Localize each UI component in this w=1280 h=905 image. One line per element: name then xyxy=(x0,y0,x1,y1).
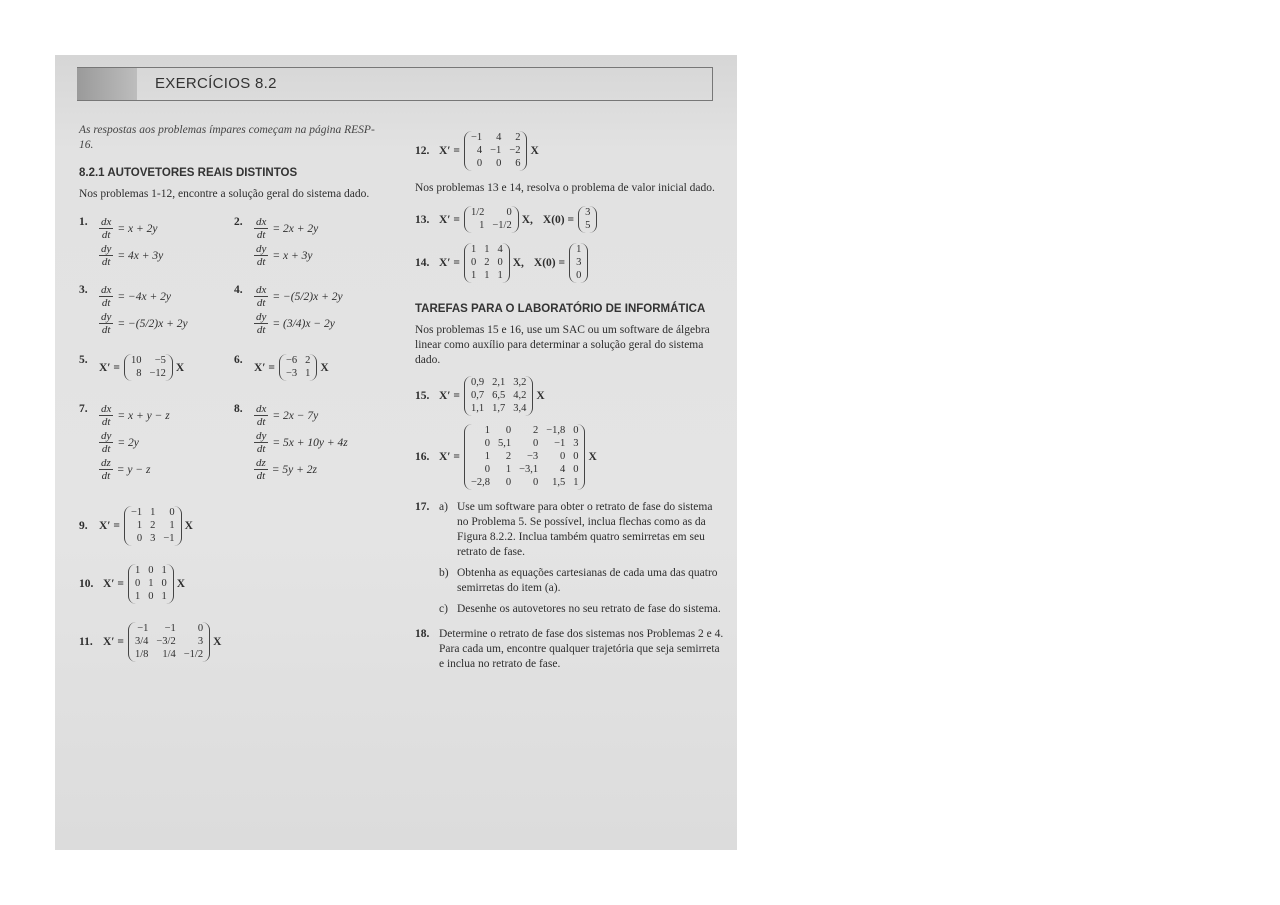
problem-8 xyxy=(234,403,389,482)
frac-den: dt xyxy=(256,297,266,309)
problem-row xyxy=(79,622,389,662)
derivative-fraction xyxy=(99,457,113,482)
matrix-entry: 0 xyxy=(532,477,539,488)
derivative-label: X′ = xyxy=(103,636,124,648)
matrix-entry: 4 xyxy=(496,132,502,143)
frac-num: dy xyxy=(256,243,267,255)
matrix-entry: 2 xyxy=(532,425,539,436)
problem-17 xyxy=(415,500,725,617)
problem-number: 18. xyxy=(415,628,430,640)
matrix-entry: 0 xyxy=(161,578,167,589)
matrix-entry: 1,1 xyxy=(470,403,485,414)
matrix-entry: 2 xyxy=(305,355,311,366)
matrix-entry: 1 xyxy=(161,565,167,576)
matrix-entry: 0 xyxy=(136,533,143,544)
equation-rhs: = 5x + 10y + 4z xyxy=(272,436,348,449)
frac-den: dt xyxy=(256,443,266,455)
header-tab-decoration xyxy=(77,68,137,100)
equation xyxy=(254,430,348,455)
matrix-entry: 1 xyxy=(497,270,503,281)
equation xyxy=(99,430,170,455)
equation-system xyxy=(254,403,348,482)
equation-rhs: = −(5/2)x + 2y xyxy=(117,317,188,330)
problem-row xyxy=(79,284,389,336)
initial-condition-label: X(0) = xyxy=(542,213,575,226)
matrix-entry: −1,8 xyxy=(546,425,566,436)
equation-rhs: = x + 3y xyxy=(272,249,313,262)
frac-den: dt xyxy=(101,256,111,268)
equation-rhs: = 5y + 2z xyxy=(271,463,318,476)
problem-number: 15. xyxy=(415,390,430,402)
answers-note: As respostas aos problemas ímpares começam na página RESP-16. xyxy=(79,124,375,151)
matrix-entry: −2 xyxy=(509,145,521,156)
coefficient-matrix xyxy=(464,206,519,233)
matrix-entry: 3,4 xyxy=(513,403,527,414)
frac-num: dy xyxy=(256,311,267,323)
matrix-entry: 0 xyxy=(505,425,512,436)
derivative-label: X′ = xyxy=(254,361,275,374)
initial-condition-vector xyxy=(578,206,597,233)
section-heading: TAREFAS PARA O LABORATÓRIO DE INFORMÁTICA xyxy=(415,303,706,315)
matrix-entry: −5 xyxy=(154,355,166,366)
matrix-entry: 0 xyxy=(134,578,141,589)
equation-rhs: = −4x + 2y xyxy=(117,290,172,303)
matrix-entry: 0 xyxy=(148,565,154,576)
matrix-entry: 4 xyxy=(476,145,483,156)
problem-text: Determine o retrato de fase dos sistemas nos Problemas 2 e 4. Para cada um, encontre qualquer trajetória que seja semirreta e inclua no retrato de fase. xyxy=(439,628,724,670)
matrix-entry: 2 xyxy=(505,451,512,462)
frac-den: dt xyxy=(256,324,266,336)
matrix-entry: −1 xyxy=(137,623,149,634)
matrix-entry: 0 xyxy=(497,257,503,268)
matrix-entry: 1 xyxy=(161,591,167,602)
matrix-entry: 4 xyxy=(559,464,566,475)
vector-x: X xyxy=(588,451,597,463)
matrix-entry: −1/2 xyxy=(183,649,204,660)
matrix-entry: 0,9 xyxy=(470,377,485,388)
initial-condition-label: X(0) = xyxy=(533,257,566,269)
sub-item-label: b) xyxy=(439,567,449,579)
matrix-entry: 1 xyxy=(305,368,311,379)
problem-number: 3. xyxy=(79,284,88,296)
frac-num: dy xyxy=(256,430,267,442)
matrix-entry: 0 xyxy=(576,270,582,281)
coefficient-matrix xyxy=(128,622,210,662)
matrix-entry: 1 xyxy=(134,591,141,602)
matrix-entry: 1 xyxy=(470,270,477,281)
matrix-entry: −6 xyxy=(285,355,298,366)
problem-7 xyxy=(79,403,234,482)
derivative-label: X′ = xyxy=(439,390,460,402)
frac-den: dt xyxy=(256,229,266,241)
sub-item-b xyxy=(439,566,725,596)
problem-3 xyxy=(79,284,234,336)
equation-rhs: = 2x + 2y xyxy=(272,222,319,235)
matrix-entry: 1 xyxy=(150,507,156,518)
equation-rhs: = x + y − z xyxy=(117,409,170,422)
problem-13 xyxy=(415,206,725,233)
matrix-entry: 3,2 xyxy=(513,377,527,388)
coefficient-matrix xyxy=(464,243,510,283)
frac-den: dt xyxy=(101,297,111,309)
matrix-entry: 1,7 xyxy=(492,403,506,414)
problem-number: 6. xyxy=(234,354,243,366)
problem-row xyxy=(79,354,389,381)
matrix-entry: −1 xyxy=(490,145,502,156)
problem-11 xyxy=(79,622,389,662)
frac-num: dy xyxy=(101,243,112,255)
matrix-entry: 0 xyxy=(470,257,477,268)
matrix-entry: 10 xyxy=(130,355,142,366)
problem-9 xyxy=(79,506,389,546)
matrix-entry: 1/8 xyxy=(134,649,149,660)
matrix-entry: −1 xyxy=(163,533,175,544)
problem-number: 8. xyxy=(234,403,243,415)
matrix-entry: 0 xyxy=(532,438,539,449)
frac-num: dx xyxy=(256,216,267,228)
equation xyxy=(99,457,170,482)
problem-number: 17. xyxy=(415,501,430,513)
matrix-entry: 2 xyxy=(484,257,490,268)
exercise-title: EXERCÍCIOS 8.2 xyxy=(155,75,277,92)
problem-5 xyxy=(79,354,234,381)
derivative-label: X′ = xyxy=(439,451,460,463)
problem-number: 5. xyxy=(79,354,88,366)
matrix-entry: 1 xyxy=(136,520,143,531)
equation-rhs: = (3/4)x − 2y xyxy=(272,317,335,330)
matrix-entry: 1 xyxy=(148,578,154,589)
coefficient-matrix xyxy=(464,424,586,490)
matrix-entry: 1 xyxy=(484,244,490,255)
derivative-label: X′ = xyxy=(439,213,460,226)
problem-number: 4. xyxy=(234,284,243,296)
vector-x: X xyxy=(536,390,545,402)
sub-item-a xyxy=(439,500,725,560)
sub-item-text: Obtenha as equações cartesianas de cada uma das quatro semirretas do item (a). xyxy=(457,567,718,594)
problem-number: 9. xyxy=(79,520,88,532)
derivative-label: X′ = xyxy=(103,578,124,590)
problem-1 xyxy=(79,216,234,268)
frac-num: dy xyxy=(101,430,112,442)
frac-den: dt xyxy=(101,443,111,455)
coefficient-matrix xyxy=(464,376,533,416)
problem-6 xyxy=(234,354,389,381)
problem-number: 2. xyxy=(234,216,243,228)
derivative-fraction xyxy=(99,403,113,428)
derivative-label: X′ = xyxy=(439,145,460,157)
matrix-entry: −1 xyxy=(164,623,176,634)
equation xyxy=(254,403,348,428)
matrix-entry: 1/2 xyxy=(470,207,485,218)
problem-row xyxy=(79,564,389,604)
matrix-entry: 0 xyxy=(484,438,491,449)
equation-system xyxy=(99,403,170,482)
matrix-entry: 1 xyxy=(484,451,491,462)
coefficient-matrix xyxy=(464,131,528,171)
equation-rhs: = y − z xyxy=(116,463,151,476)
vector-x: X xyxy=(176,578,186,590)
matrix-entry: 1/4 xyxy=(162,649,176,660)
matrix-entry: 0 xyxy=(197,623,204,634)
vector-x: X xyxy=(175,361,185,374)
matrix-entry: 0 xyxy=(169,507,175,518)
matrix-entry: −1 xyxy=(130,507,143,518)
matrix-entry: 0 xyxy=(148,591,154,602)
matrix-entry: 1 xyxy=(576,244,582,255)
matrix-entry: 0 xyxy=(484,464,491,475)
matrix-entry: 0 xyxy=(476,158,483,169)
matrix-entry: 4 xyxy=(497,244,503,255)
vector-x: X, xyxy=(521,213,533,226)
matrix-entry: 1 xyxy=(505,464,512,475)
section-heading: 8.2.1 AUTOVETORES REAIS DISTINTOS xyxy=(79,167,298,179)
matrix-entry: 3 xyxy=(573,438,579,449)
frac-num: dz xyxy=(256,457,266,469)
matrix-entry: 1 xyxy=(484,270,490,281)
vector-x: X, xyxy=(512,257,524,269)
matrix-entry: 1,5 xyxy=(552,477,566,488)
problem-number: 14. xyxy=(415,257,430,269)
matrix-entry: 0 xyxy=(505,477,512,488)
matrix-entry: 5,1 xyxy=(498,438,512,449)
matrix-entry: 1 xyxy=(484,425,491,436)
frac-num: dx xyxy=(256,403,267,415)
frac-num: dx xyxy=(101,216,112,228)
section-instructions: Nos problemas 15 e 16, use um SAC ou um software de álgebra linear como auxílio para determinar a solução geral do sistema dado. xyxy=(415,324,710,366)
problem-number: 10. xyxy=(79,578,94,590)
problem-number: 12. xyxy=(415,145,430,157)
vector-x: X xyxy=(213,636,222,648)
problem-number: 16. xyxy=(415,451,430,463)
frac-den: dt xyxy=(256,416,266,428)
equation-rhs: = x + 2y xyxy=(117,222,158,235)
derivative-fraction xyxy=(254,457,268,482)
section-instructions: Nos problemas 1-12, encontre a solução geral do sistema dado. xyxy=(79,188,370,200)
textbook-page xyxy=(55,55,737,850)
coefficient-matrix xyxy=(124,354,173,381)
derivative-fraction xyxy=(254,430,268,455)
matrix-entry: 6,5 xyxy=(492,390,506,401)
matrix-entry: 0 xyxy=(573,425,579,436)
matrix-entry: −1/2 xyxy=(492,220,512,231)
equation-rhs: = 2x − 7y xyxy=(272,409,319,422)
equation-rhs: = −(5/2)x + 2y xyxy=(272,290,343,303)
matrix-entry: 8 xyxy=(136,368,142,379)
coefficient-matrix xyxy=(124,506,182,546)
frac-num: dx xyxy=(101,284,112,296)
matrix-entry: 1 xyxy=(573,477,579,488)
problem-row xyxy=(79,506,389,546)
problem-15 xyxy=(415,376,725,416)
problem-2 xyxy=(234,216,389,268)
matrix-entry: 4,2 xyxy=(513,390,527,401)
exercise-header xyxy=(77,67,713,101)
frac-den: dt xyxy=(101,229,111,241)
matrix-entry: 5 xyxy=(585,220,591,231)
problem-number: 13. xyxy=(415,213,430,226)
matrix-entry: 6 xyxy=(515,158,521,169)
matrix-entry: 3 xyxy=(585,207,591,218)
frac-num: dy xyxy=(101,311,112,323)
vector-x: X xyxy=(184,520,193,532)
derivative-fraction xyxy=(99,430,113,455)
frac-num: dx xyxy=(101,403,112,415)
sub-item-label: c) xyxy=(439,603,448,615)
vector-x: X xyxy=(530,145,539,157)
frac-den: dt xyxy=(101,470,111,482)
frac-den: dt xyxy=(256,470,266,482)
problem-number: 7. xyxy=(79,403,88,415)
frac-den: dt xyxy=(101,324,111,336)
matrix-entry: 1 xyxy=(479,220,485,231)
frac-num: dx xyxy=(256,284,267,296)
equation xyxy=(99,403,170,428)
derivative-label: X′ = xyxy=(439,257,460,269)
equation xyxy=(254,457,348,482)
derivative-label: X′ = xyxy=(99,520,120,532)
matrix-entry: 3 xyxy=(150,533,156,544)
coefficient-matrix xyxy=(128,564,174,604)
matrix-entry: −3 xyxy=(285,368,298,379)
matrix-entry: 0,7 xyxy=(470,390,485,401)
problem-18 xyxy=(415,627,725,672)
problem-12 xyxy=(415,131,725,171)
matrix-entry: 1 xyxy=(470,244,477,255)
matrix-entry: 0 xyxy=(506,207,512,218)
derivative-fraction xyxy=(254,403,268,428)
problem-number: 1. xyxy=(79,216,88,228)
problem-10 xyxy=(79,564,389,604)
equation-rhs: = 2y xyxy=(117,436,139,449)
matrix-entry: 0 xyxy=(559,451,566,462)
matrix-entry: 1 xyxy=(134,565,141,576)
initial-condition-vector xyxy=(569,243,588,283)
coefficient-matrix xyxy=(279,354,317,381)
matrix-entry: −2,8 xyxy=(470,477,491,488)
problem-row xyxy=(79,216,389,268)
matrix-entry: 2,1 xyxy=(492,377,506,388)
matrix-entry: 3/4 xyxy=(134,636,149,647)
derivative-label: X′ = xyxy=(99,361,120,374)
problem-14 xyxy=(415,243,725,283)
frac-den: dt xyxy=(256,256,266,268)
matrix-entry: −3,1 xyxy=(519,464,539,475)
frac-den: dt xyxy=(101,416,111,428)
matrix-entry: −3/2 xyxy=(156,636,176,647)
matrix-entry: 1 xyxy=(169,520,175,531)
problem-number: 11. xyxy=(79,636,93,648)
sub-item-text: Desenhe os autovetores no seu retrato de fase do sistema. xyxy=(457,603,721,615)
problem-4 xyxy=(234,284,389,336)
sub-item-text: Use um software para obter o retrato de fase do sistema no Problema 5. Se possível, inclua flechas como as da Figura 8.2.2. Inclua também quatro semirretas em seu retrato de fase. xyxy=(457,501,713,558)
problem-row xyxy=(79,403,389,482)
equation-rhs: = 4x + 3y xyxy=(117,249,164,262)
frac-num: dz xyxy=(101,457,111,469)
ivp-instructions: Nos problemas 13 e 14, resolva o problema de valor inicial dado. xyxy=(415,182,715,194)
matrix-entry: 0 xyxy=(496,158,502,169)
matrix-entry: 0 xyxy=(573,464,579,475)
matrix-entry: 2 xyxy=(515,132,521,143)
sub-item-label: a) xyxy=(439,501,448,513)
matrix-entry: −1 xyxy=(470,132,483,143)
matrix-entry: 0 xyxy=(573,451,579,462)
matrix-entry: 2 xyxy=(150,520,156,531)
left-column xyxy=(79,123,389,662)
matrix-entry: 3 xyxy=(576,257,582,268)
vector-x: X xyxy=(320,361,329,374)
sub-item-c xyxy=(439,602,725,617)
matrix-entry: 3 xyxy=(197,636,204,647)
right-column xyxy=(415,123,725,672)
matrix-entry: −3 xyxy=(527,451,539,462)
matrix-entry: −12 xyxy=(149,368,166,379)
problem-16 xyxy=(415,424,725,490)
matrix-entry: −1 xyxy=(554,438,566,449)
